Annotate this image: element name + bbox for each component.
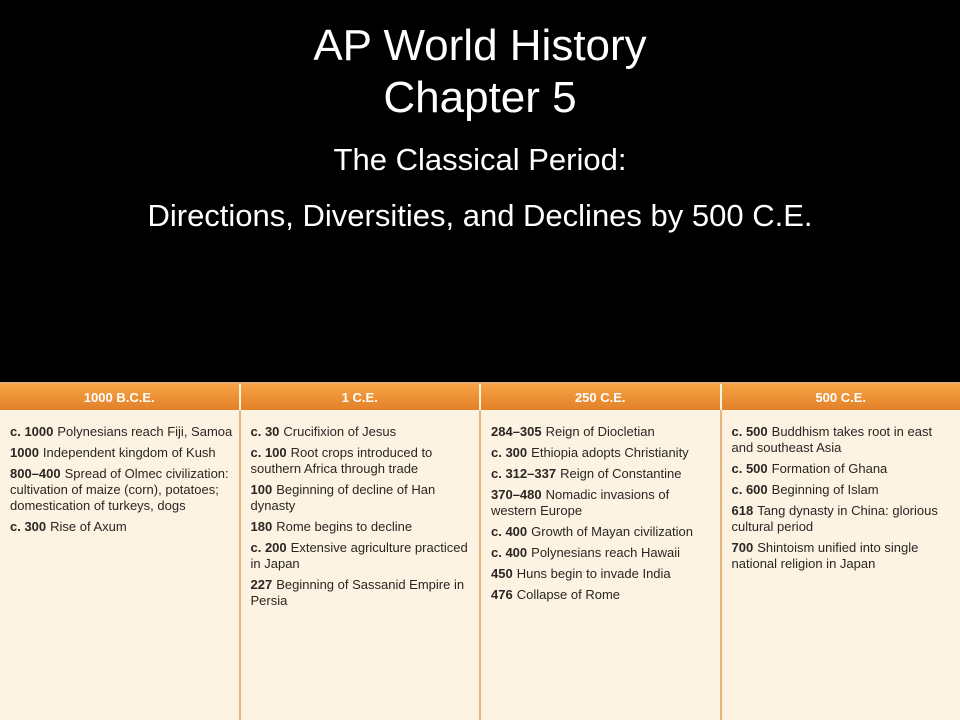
timeline-entry (251, 445, 474, 477)
slide-title (0, 0, 960, 124)
timeline-entry (732, 540, 955, 572)
timeline-entry-text: Root crops introduced to southern Africa through trade (250, 445, 433, 476)
timeline-entry-text: Ethiopia adopts Christianity (531, 445, 689, 460)
timeline-entry-date: 476 (491, 587, 513, 602)
timeline-header-row (0, 384, 960, 410)
timeline-entry (251, 482, 474, 514)
timeline-header-cell: 1000 B.C.E. (0, 384, 241, 410)
timeline-entry (491, 466, 714, 482)
timeline-entry-date: c. 300 (10, 519, 47, 534)
timeline-entry-date: 618 (731, 503, 754, 518)
timeline-table (0, 382, 960, 720)
timeline-column (0, 410, 241, 720)
timeline-entry-text: Reign of Constantine (560, 466, 682, 481)
timeline-entry-date: c. 30 (250, 424, 280, 439)
timeline-entry-date: 700 (731, 540, 754, 555)
timeline-header-cell: 500 C.E. (815, 389, 867, 405)
timeline-entry (491, 587, 714, 603)
timeline-entry (491, 545, 714, 561)
timeline-entry-text: Crucifixion of Jesus (283, 424, 397, 439)
timeline-header-cell: 1 C.E. (241, 384, 482, 410)
timeline-entry-date: c. 200 (250, 540, 287, 555)
timeline-entry (10, 424, 233, 440)
timeline-entry-text: Growth of Mayan civilization (531, 524, 693, 539)
timeline-entry-date: c. 1000 (10, 424, 54, 439)
timeline-entry-text: Rome begins to decline (276, 519, 413, 534)
timeline-entry-date: c. 400 (491, 545, 528, 560)
timeline-entry-date: c. 500 (731, 424, 768, 439)
timeline-entry (732, 461, 955, 477)
timeline-entry-text: Spread of Olmec civilization: cultivation of maize (corn), potatoes; domestication of turkeys, dogs (10, 466, 229, 513)
timeline-entry-date: c. 500 (731, 461, 768, 476)
timeline-entry-text: Reign of Diocletian (545, 424, 655, 439)
timeline-header-cell: 250 C.E. (481, 384, 722, 410)
timeline-entry (491, 487, 714, 519)
timeline-entry-text: Shintoism unified into single national religion in Japan (731, 540, 919, 571)
timeline-entry (251, 519, 474, 535)
timeline-entry-text: Polynesians reach Hawaii (531, 545, 681, 560)
timeline-entry (732, 482, 955, 498)
slide-title-line-1: AP World History (313, 21, 647, 70)
timeline-entry-text: Nomadic invasions of western Europe (491, 487, 670, 518)
timeline-entry-date: 284–305 (491, 424, 542, 439)
timeline-entry-date: 1000 (10, 445, 39, 460)
timeline-entry (491, 424, 714, 440)
timeline-entry (732, 424, 955, 456)
timeline-entry-date: c. 312–337 (491, 466, 557, 481)
timeline-entry-text: Formation of Ghana (771, 461, 888, 476)
timeline-entry (251, 424, 474, 440)
timeline-entry-text: Beginning of Sassanid Empire in Persia (250, 577, 465, 608)
timeline-column (241, 410, 482, 720)
timeline-entry (10, 466, 233, 514)
timeline-entry-date: 180 (250, 519, 273, 534)
timeline-entry-date: c. 600 (731, 482, 768, 497)
timeline-entry (251, 577, 474, 609)
timeline-entry-date: 100 (250, 482, 273, 497)
timeline-entry (251, 540, 474, 572)
timeline-columns (0, 410, 960, 720)
timeline-entry-date: c. 400 (491, 524, 528, 539)
timeline-entry-text: Collapse of Rome (516, 587, 621, 602)
slide-subtitle-line-1: The Classical Period: (333, 142, 627, 177)
timeline-entry-date: 370–480 (491, 487, 542, 502)
timeline-entry-date: 800–400 (10, 466, 61, 481)
timeline-entry (732, 503, 955, 535)
slide-title-line-2: Chapter 5 (383, 73, 577, 122)
timeline-entry-date: c. 100 (250, 445, 287, 460)
timeline-entry-text: Buddhism takes root in east and southeast Asia (731, 424, 933, 455)
timeline-entry (10, 519, 233, 535)
timeline-entry (491, 566, 714, 582)
timeline-entry-date: 227 (250, 577, 273, 592)
slide-subtitle-line-2: Directions, Diversities, and Declines by 500 C.E. (147, 198, 813, 233)
timeline-entry-text: Huns begin to invade India (516, 566, 671, 581)
timeline-entry-text: Beginning of decline of Han dynasty (250, 482, 436, 513)
timeline-entry (491, 445, 714, 461)
timeline-entry-text: Tang dynasty in China: glorious cultural period (731, 503, 938, 534)
timeline-entry (491, 524, 714, 540)
timeline-entry-date: 450 (491, 566, 513, 581)
timeline-entry-text: Independent kingdom of Kush (42, 445, 216, 460)
timeline-entry-text: Rise of Axum (50, 519, 127, 534)
timeline-entry-text: Polynesians reach Fiji, Samoa (57, 424, 233, 439)
timeline-entry (10, 445, 233, 461)
timeline-column (481, 410, 722, 720)
timeline-column (722, 410, 960, 720)
timeline-entry-text: Extensive agriculture practiced in Japan (250, 540, 468, 571)
timeline-entry-date: c. 300 (491, 445, 528, 460)
timeline-entry-text: Beginning of Islam (771, 482, 879, 497)
